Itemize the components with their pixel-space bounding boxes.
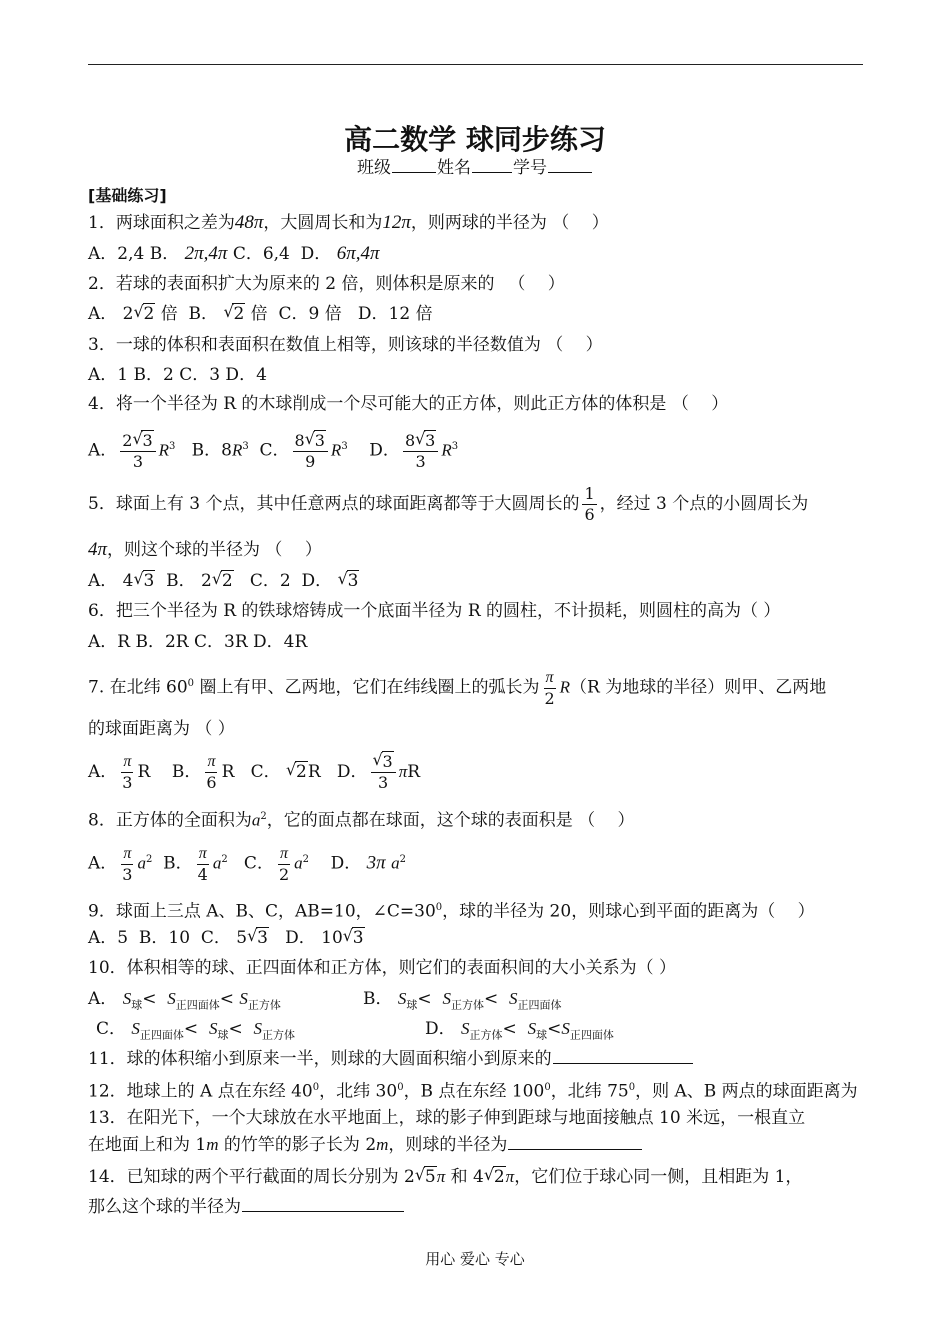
q9-options: A．5 B．10 C． 5√ 3 D． 10√ 3 xyxy=(88,927,365,949)
id-blank[interactable] xyxy=(548,171,592,173)
student-info xyxy=(0,153,950,178)
q3-options: A．1 B．2 C．3 D．4 xyxy=(88,365,267,385)
q1-text: 1．两球面积之差为48π，大圆周长和为12π，则两球的半径为 （ ） xyxy=(88,212,609,233)
header-rule xyxy=(88,64,863,65)
q4-text: 4．将一个半径为 R 的木球削成一个尽可能大的正方体，则此正方体的体积是 （ ） xyxy=(88,394,729,414)
name-blank[interactable] xyxy=(472,171,512,173)
q10-option-c: C． $S_{正四面体}< S_球< S_{正方体}$ xyxy=(96,1019,296,1042)
q6-options: A．R B．2R C．3R D．4R xyxy=(88,632,308,652)
q10-option-a: A． $S_球< S_{正四面体}< S_{正方体}$ xyxy=(88,989,281,1012)
class-blank[interactable] xyxy=(392,171,436,173)
q2-text: 2．若球的表面积扩大为原来的 2 倍，则体积是原来的 （ ） xyxy=(88,274,565,294)
q8-options: A． $\frac{\pi}{3}$ $a^2$ B． $\frac{\pi}{4}$ $a^2$ C． $\frac{\pi}{2}$ $a^2$ D． 3π $a^2$ xyxy=(88,844,406,884)
q11-answer-blank[interactable] xyxy=(553,1062,693,1064)
footer-text: 用心 爱心 专心 xyxy=(425,1250,525,1268)
q7-text-2: 的球面距离为 （ ） xyxy=(88,719,235,739)
q14-answer-blank[interactable] xyxy=(242,1210,404,1212)
section-heading: [基础练习] xyxy=(88,186,167,205)
q7-text: 7. 在北纬 $60^0$ 圈上有甲、乙两地，它们在纬线圈上的弧长为 $\frac{\pi}{2}$ R（R 为地球的半径）则甲、乙两地 xyxy=(88,668,827,708)
q11-text: 11．球的体积缩小到原来一半，则球的大圆面积缩小到原来的 xyxy=(88,1048,694,1070)
q8-text: 8．正方体的全面积为$a^2$，它的面点都在球面，这个球的表面积是 （ ） xyxy=(88,810,635,831)
q4-options: A． $\frac{2√ 3}{3}$ $R^3$ B．$8R^3$ C． $\frac{8√ 3}{9}$ $R^3$ D． $\frac{8√ 3}{3}$ $R^3$ xyxy=(88,425,458,473)
q13-answer-blank[interactable] xyxy=(508,1148,642,1150)
q6-text: 6．把三个半径为 R 的铁球熔铸成一个底面半径为 R 的圆柱，不计损耗，则圆柱的高为（ ） xyxy=(88,601,781,621)
q2-options: A． 2√ 2 倍 B． √ 2 倍 C．9 倍 D．12 倍 xyxy=(88,303,433,325)
q14-line1: 14．已知球的两个平行截面的周长分别为 2√ 5π 和 4√ 2π，它们位于球心同一侧，且相距为 1， xyxy=(88,1166,802,1188)
q12-text: 12．地球上的 A 点在东经 $40^0$，北纬 $30^0$，B 点在东经 $100^0$，北纬 $75^0$，则 A、B 两点的球面距离为 xyxy=(88,1081,858,1102)
q3-text: 3．一球的体积和表面积在数值上相等，则该球的半径数值为 （ ） xyxy=(88,335,603,355)
q13-line2: 在地面上和为 1m 的竹竿的影子长为 2m，则球的半径为 xyxy=(88,1134,643,1156)
q10-text: 10．体积相等的球、正四面体和正方体，则它们的表面积间的大小关系为（ ） xyxy=(88,958,677,978)
q5-options: A． 4√ 3 B． 2√ 2 C．2 D． √ 3 xyxy=(88,570,359,592)
q13-line1: 13．在阳光下，一个大球放在水平地面上，球的影子伸到距球与地面接触点 10 米远，一根直立 xyxy=(88,1108,806,1128)
q1-options: A．2,4 B． 2π,4π C．6,4 D． 6π,4π xyxy=(88,243,380,264)
q7-options: A． $\frac{\pi}{3}$ R B． $\frac{\pi}{6}$ R C． √ 2R D． √ $\frac{3}{3}$ πR xyxy=(88,750,420,794)
q5-text-2: 4π，则这个球的半径为 （ ） xyxy=(88,539,322,560)
name-label: 姓名 xyxy=(437,158,471,178)
q10-option-b: B． $S_球< S_{正方体}< S_{正四面体}$ xyxy=(363,989,562,1012)
q9-text: 9．球面上三点 A、B、C，AB=10，$\angle C=30^0$，球的半径为 20，则球心到平面的距离为（ ） xyxy=(88,901,815,922)
id-label: 学号 xyxy=(513,158,547,178)
q10-option-d: D． $S_{正方体}< S_球<S_{正四面体}$ xyxy=(425,1019,614,1042)
page-title: 高二数学 球同步练习 xyxy=(344,123,606,156)
class-label: 班级 xyxy=(357,158,391,178)
q14-line2: 那么这个球的半径为 xyxy=(88,1196,405,1218)
q5-text: 5．球面上有 3 个点，其中任意两点的球面距离都等于大圆周长的 $\frac{1}{6}$ ，经过 3 个点的小圆周长为 xyxy=(88,484,809,524)
